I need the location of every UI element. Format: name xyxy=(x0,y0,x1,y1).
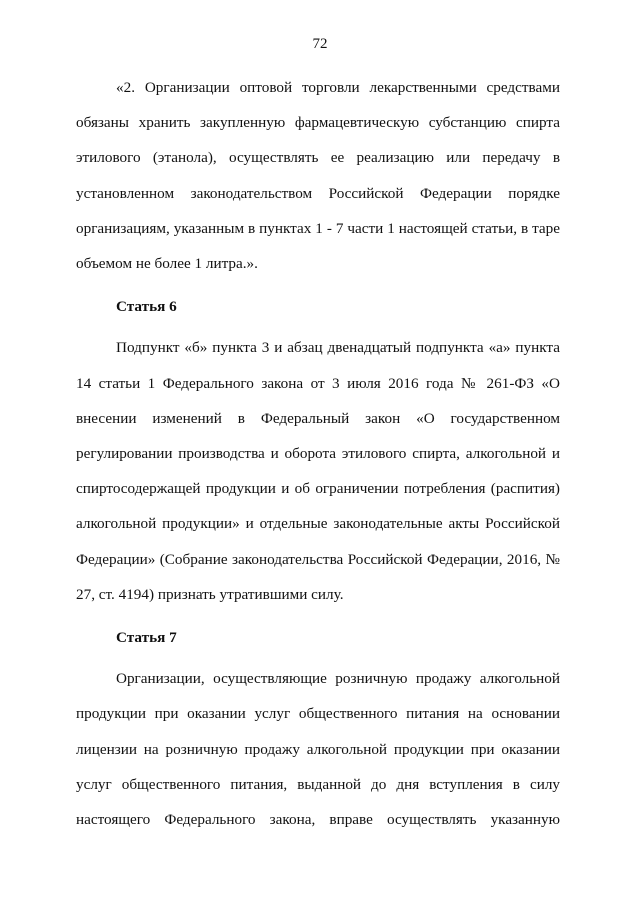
article-7-text: Организации, осуществляющие розничную продажу алкогольной продукции при оказании услуг общественного питания на основании лицензии на розничную продажу алкогольной продукции при оказании услуг общественного питания, выданной до дня вступления в силу настоящего Федерального закона, вправе осуществлять указанную xyxy=(76,670,560,829)
document-body xyxy=(76,70,560,837)
page-number: 72 xyxy=(312,36,328,52)
paragraph-part-2: «2. Организации оптовой торговли лекарственными средствами обязаны хранить закупленную фармацевтическую субстанцию спирта этилового (этанола), осуществлять ее реализацию или передачу в установленном законодательством Российской Федерации порядке организациям, указанным в пунктах 1 - 7 части 1 настоящей статьи, в таре объемом не более 1 литра.». xyxy=(76,79,560,273)
article-7-heading: Статья 7 xyxy=(116,629,177,647)
article-6-heading: Статья 6 xyxy=(116,298,177,316)
article-6-text: Подпункт «б» пункта 3 и абзац двенадцатый подпункта «а» пункта 14 статьи 1 Федерального закона от 3 июля 2016 года № 261-ФЗ «О внесении изменений в Федеральный закон «О государственном регулировании производства и оборота этилового спирта, алкогольной и спиртосодержащей продукции и об ограничении потребления (распития) алкогольной продукции» и отдельные законодательные акты Российской Федерации» (Собрание законодательства Российской Федерации, 2016, № 27, ст. 4194) признать утратившими силу. xyxy=(76,339,560,603)
